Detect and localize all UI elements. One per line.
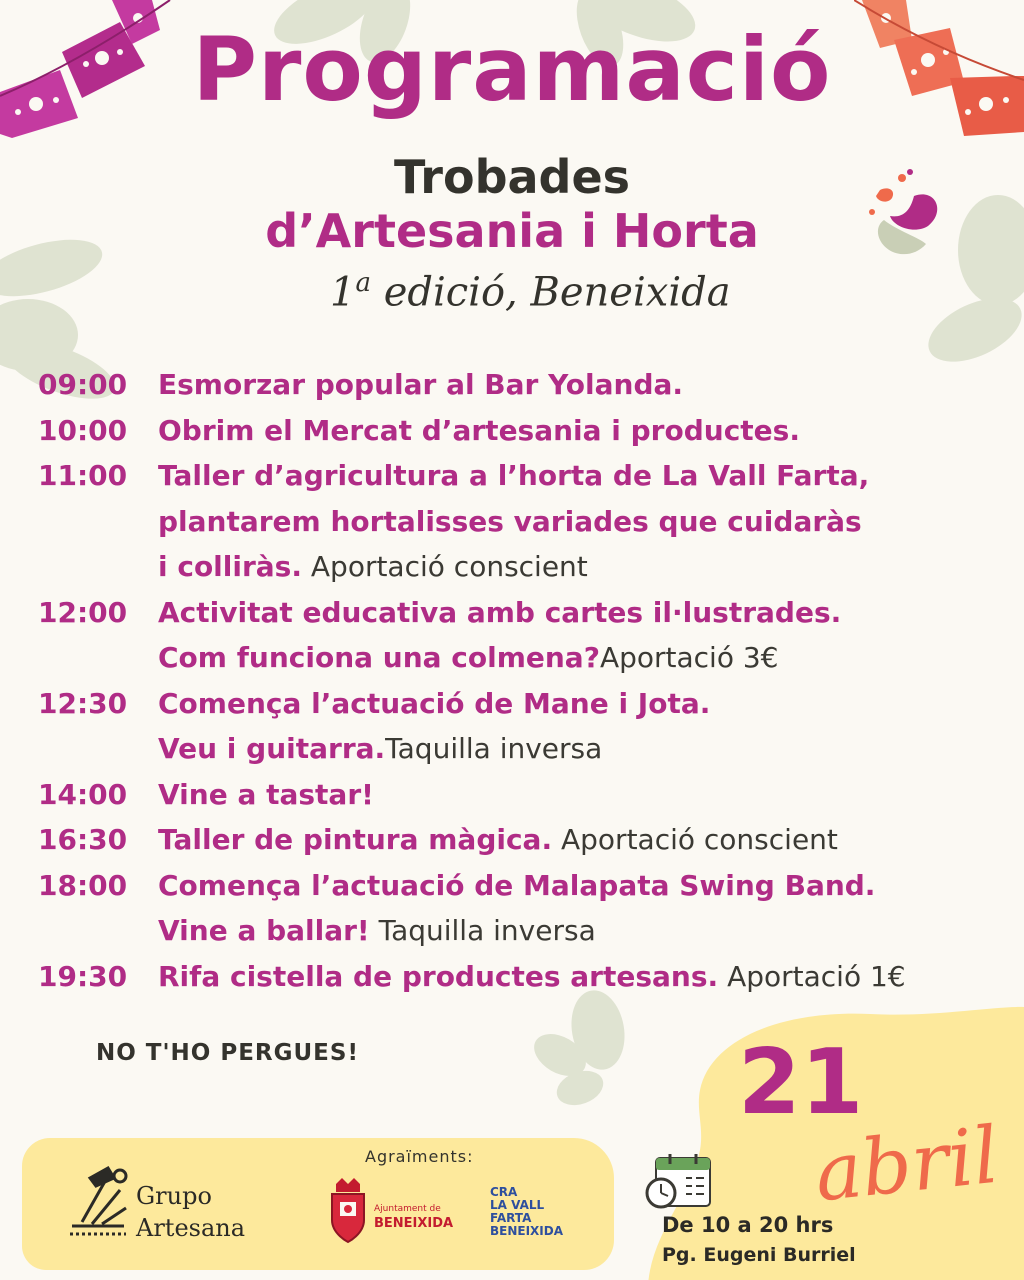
schedule-line	[158, 817, 998, 863]
edition-text: edició, Beneixida	[383, 269, 731, 316]
cra-line-1: CRA	[490, 1185, 518, 1199]
activity-note: Taquilla inversa	[385, 732, 603, 765]
schedule-description	[158, 863, 998, 954]
grupo-line-1: Grupo	[136, 1182, 212, 1210]
schedule-description	[158, 817, 998, 863]
activity-note: Taquilla inversa	[369, 914, 596, 947]
schedule-line	[158, 954, 998, 1000]
activity-text: Activitat educativa amb cartes il·lustrades.	[158, 595, 842, 629]
schedule-description	[158, 954, 998, 1000]
schedule-line	[158, 453, 998, 499]
schedule-line	[158, 681, 998, 727]
thanks-label: Agraïments:	[365, 1147, 474, 1166]
event-place: Pg. Eugeni Burriel	[662, 1244, 856, 1266]
activity-note: Aportació 3€	[599, 641, 779, 674]
schedule-item	[38, 362, 998, 408]
page-title: Programació	[192, 18, 832, 121]
activity-text: Obrim el Mercat d’artesania i productes.	[158, 413, 800, 447]
grupo-artesana-logo	[136, 1180, 245, 1244]
edition-superscript: a	[355, 268, 371, 298]
event-month: abril	[810, 1110, 1003, 1220]
schedule-time: 12:30	[38, 686, 128, 720]
schedule-time: 19:30	[38, 959, 128, 993]
schedule-description	[158, 681, 998, 772]
schedule-time: 18:00	[38, 868, 128, 902]
edition-label	[330, 268, 731, 315]
ajuntament-label: Ajuntament de	[374, 1204, 441, 1214]
cra-line-4: BENEIXIDA	[490, 1224, 564, 1238]
schedule-line	[158, 590, 998, 636]
schedule-time: 16:30	[38, 823, 128, 856]
clock-icon	[644, 1176, 678, 1210]
activity-text: i colliràs.	[158, 550, 302, 583]
activity-text: Veu i guitarra.	[158, 732, 386, 765]
activity-text: Comença l’actuació de Malapata Swing Band.	[158, 868, 876, 902]
schedule-time: 14:00	[38, 777, 128, 811]
schedule-time: 10:00	[38, 413, 128, 447]
schedule-description	[158, 408, 998, 454]
dont-miss-text: NO T'HO PERGUES!	[96, 1040, 359, 1066]
schedule-time: 09:00	[38, 368, 128, 401]
schedule-line	[158, 408, 998, 454]
schedule-description	[158, 362, 998, 408]
schedule-line	[158, 908, 998, 954]
coat-of-arms-icon	[328, 1176, 368, 1246]
activity-text: Vine a ballar!	[158, 914, 370, 947]
schedule-item	[38, 681, 998, 772]
schedule-description	[158, 453, 998, 590]
activity-text: Esmorzar popular al Bar Yolanda.	[158, 368, 684, 401]
activity-text: Comença l’actuació de Mane i Jota.	[158, 686, 711, 720]
event-day: 21	[738, 1030, 864, 1135]
schedule-time: 12:00	[38, 595, 128, 629]
activity-text: Taller d’agricultura a l’horta de La Vall Farta,	[158, 459, 870, 492]
activity-text: Com funciona una colmena?	[158, 641, 600, 674]
activity-note: Aportació conscient	[552, 823, 838, 856]
activity-text: Vine a tastar!	[158, 777, 374, 811]
schedule-line	[158, 544, 998, 590]
schedule-description	[158, 590, 998, 681]
ajuntament-name: BENEIXIDA	[374, 1216, 454, 1231]
grupo-line-2: Artesana	[136, 1214, 246, 1242]
schedule-description	[158, 772, 998, 818]
cra-line-2: LA VALL	[490, 1198, 545, 1212]
activity-text: plantarem hortalisses variades que cuidaràs	[158, 504, 862, 538]
schedule-list	[38, 362, 998, 999]
schedule-item	[38, 453, 998, 590]
edition-number: 1	[330, 269, 356, 316]
activity-text: Taller de pintura màgica.	[158, 823, 553, 856]
schedule-item	[38, 408, 998, 454]
schedule-item	[38, 954, 998, 1000]
schedule-item	[38, 817, 998, 863]
activity-text: Rifa cistella de productes artesans.	[158, 959, 719, 993]
subtitle-line-2: d’Artesania i Horta	[265, 204, 759, 258]
schedule-time: 11:00	[38, 459, 128, 492]
event-hours: De 10 a 20 hrs	[662, 1213, 834, 1237]
activity-note: Aportació conscient	[301, 550, 588, 583]
schedule-line	[158, 772, 998, 818]
schedule-line	[158, 362, 998, 408]
schedule-item	[38, 590, 998, 681]
schedule-item	[38, 863, 998, 954]
activity-note: Aportació 1€	[718, 959, 906, 993]
schedule-line	[158, 863, 998, 909]
schedule-line	[158, 726, 998, 772]
cra-line-3: FARTA	[490, 1211, 532, 1225]
schedule-line	[158, 635, 998, 681]
schedule-line	[158, 499, 998, 545]
subtitle-line-1: Trobades	[393, 150, 631, 204]
schedule-item	[38, 772, 998, 818]
tools-logo-icon	[62, 1164, 132, 1244]
cra-logo	[490, 1186, 563, 1238]
